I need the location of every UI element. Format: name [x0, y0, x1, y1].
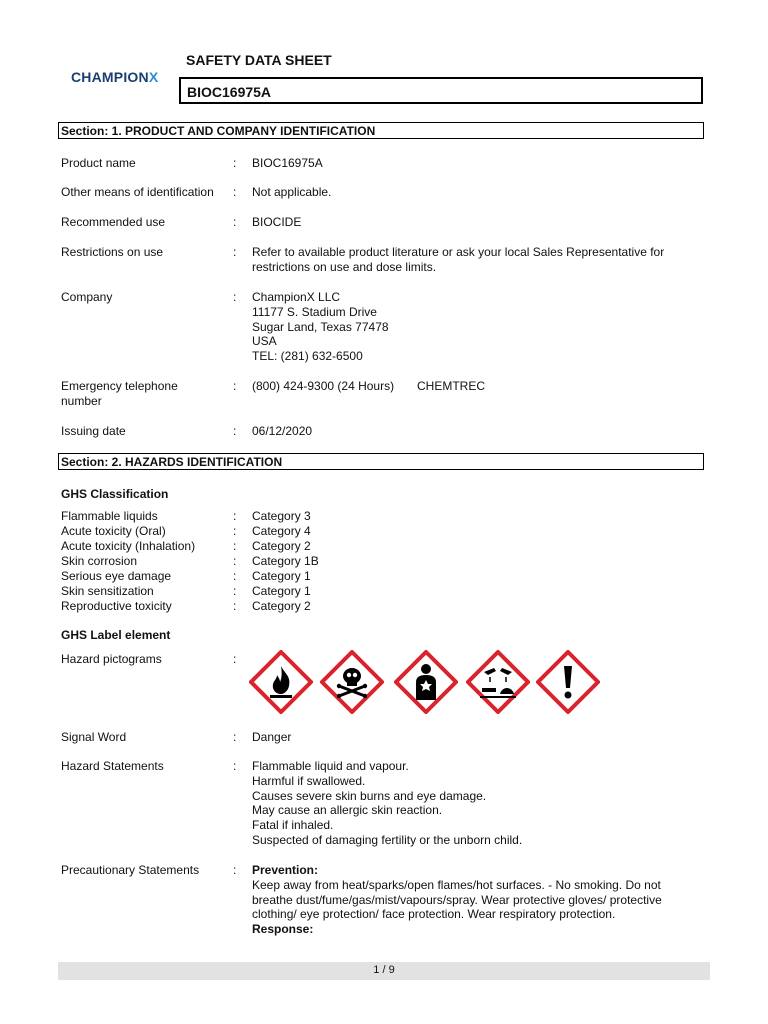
class-value: Category 1B [252, 554, 319, 568]
precautionary-line: breathe dust/fume/gas/mist/vapours/spray. Wear protective gloves/ protective [252, 892, 662, 907]
classification-labels [61, 509, 195, 614]
colon: : [233, 759, 237, 773]
colon: : [233, 290, 237, 304]
company-value [252, 290, 389, 364]
doc-title: SAFETY DATA SHEET [186, 52, 332, 68]
precautionary-line: clothing/ eye protection/ face protection. Wear respiratory protection. [252, 907, 616, 922]
class-label: Serious eye damage [61, 569, 172, 583]
colon: : [233, 245, 237, 259]
section-2-title: Section: 2. HAZARDS IDENTIFICATION [61, 455, 283, 469]
hazard-statement: Flammable liquid and vapour. [252, 759, 409, 773]
emergency-label-line: Emergency telephone [61, 379, 178, 393]
precautionary-label: Precautionary Statements [61, 863, 200, 877]
class-label: Skin corrosion [61, 554, 138, 568]
colon: : [233, 215, 237, 229]
signal-word-value: Danger [252, 730, 292, 744]
hazard-statements-label: Hazard Statements [61, 759, 164, 773]
company-line: Sugar Land, Texas 77478 [252, 319, 389, 334]
colon: : [233, 652, 237, 666]
ghs-label-element-heading: GHS Label element [61, 628, 171, 642]
class-value: Category 1 [252, 569, 311, 583]
class-label: Skin sensitization [61, 584, 154, 598]
response-heading: Response: [252, 922, 314, 937]
company-line: TEL: (281) 632-6500 [252, 349, 363, 364]
class-value: Category 1 [252, 584, 311, 598]
class-value: Category 2 [252, 539, 311, 553]
other-means-label: Other means of identification [61, 185, 214, 199]
hazard-statement: Suspected of damaging fertility or the unborn child. [252, 832, 523, 847]
recommended-use-label: Recommended use [61, 215, 166, 229]
colon: : [233, 863, 237, 877]
hazard-statement: May cause an allergic skin reaction. [252, 803, 443, 818]
company-line: ChampionX LLC [252, 290, 341, 304]
logo-text: CHAMPION [71, 69, 149, 85]
emergency-label [61, 379, 178, 409]
hazard-pictograms-label: Hazard pictograms [61, 652, 162, 666]
signal-word-label: Signal Word [61, 730, 127, 744]
company-label: Company [61, 290, 113, 304]
class-label: Reproductive toxicity [61, 599, 172, 613]
colon: : [233, 185, 237, 199]
product-code: BIOC16975A [187, 84, 272, 100]
hazard-statement: Causes severe skin burns and eye damage. [252, 788, 487, 803]
colon: : [233, 156, 237, 170]
precautionary-line: Keep away from heat/sparks/open flames/hot surfaces. - No smoking. Do not [252, 877, 661, 892]
restrictions-line: Refer to available product literature or ask your local Sales Representative for [252, 245, 665, 259]
recommended-use-value: BIOCIDE [252, 215, 302, 229]
restrictions-line: restrictions on use and dose limits. [252, 259, 437, 274]
section-1-title: Section: 1. PRODUCT AND COMPANY IDENTIFICATION [61, 124, 376, 138]
product-code-box [179, 77, 703, 104]
logo-x: X [148, 69, 159, 85]
company-line: USA [252, 334, 277, 349]
section-2-header [58, 453, 704, 470]
product-name-value: BIOC16975A [252, 156, 323, 170]
class-value: Category 3 [252, 509, 311, 523]
class-label: Acute toxicity (Inhalation) [61, 539, 196, 553]
skull-crossbones-icon [320, 650, 384, 714]
restrictions-value [252, 245, 664, 275]
precautionary-value [252, 863, 662, 937]
restrictions-label: Restrictions on use [61, 245, 164, 259]
company-line: 11177 S. Stadium Drive [252, 304, 377, 319]
ghs-classification-heading: GHS Classification [61, 487, 169, 501]
colon: : [233, 379, 237, 393]
class-value: Category 4 [252, 524, 311, 538]
issuing-date-label: Issuing date [61, 424, 126, 438]
colon: : [233, 424, 237, 438]
colon: : [233, 730, 237, 744]
other-means-value: Not applicable. [252, 185, 332, 199]
classification-colons: : : : : : : : [233, 509, 237, 613]
prevention-heading: Prevention: [252, 863, 319, 877]
class-value: Category 2 [252, 599, 311, 613]
hazard-statements-value [252, 759, 522, 848]
classification-values [252, 509, 319, 614]
emergency-label-line: number [61, 394, 102, 408]
flame-icon [249, 650, 313, 714]
health-hazard-icon [394, 650, 458, 714]
emergency-org: CHEMTREC [417, 379, 485, 393]
class-label: Acute toxicity (Oral) [61, 524, 166, 538]
class-label: Flammable liquids [61, 509, 158, 523]
emergency-phone: (800) 424-9300 (24 Hours) [252, 379, 395, 393]
product-name-label: Product name [61, 156, 136, 170]
section-1-header [58, 122, 704, 139]
hazard-statement: Fatal if inhaled. [252, 818, 334, 833]
page-number: 1 / 9 [373, 964, 395, 976]
corrosion-icon [466, 650, 530, 714]
hazard-statement: Harmful if swallowed. [252, 773, 366, 788]
exclamation-icon [536, 650, 600, 714]
issuing-date-value: 06/12/2020 [252, 424, 313, 438]
championx-logo [71, 69, 158, 85]
page-footer [58, 962, 710, 980]
